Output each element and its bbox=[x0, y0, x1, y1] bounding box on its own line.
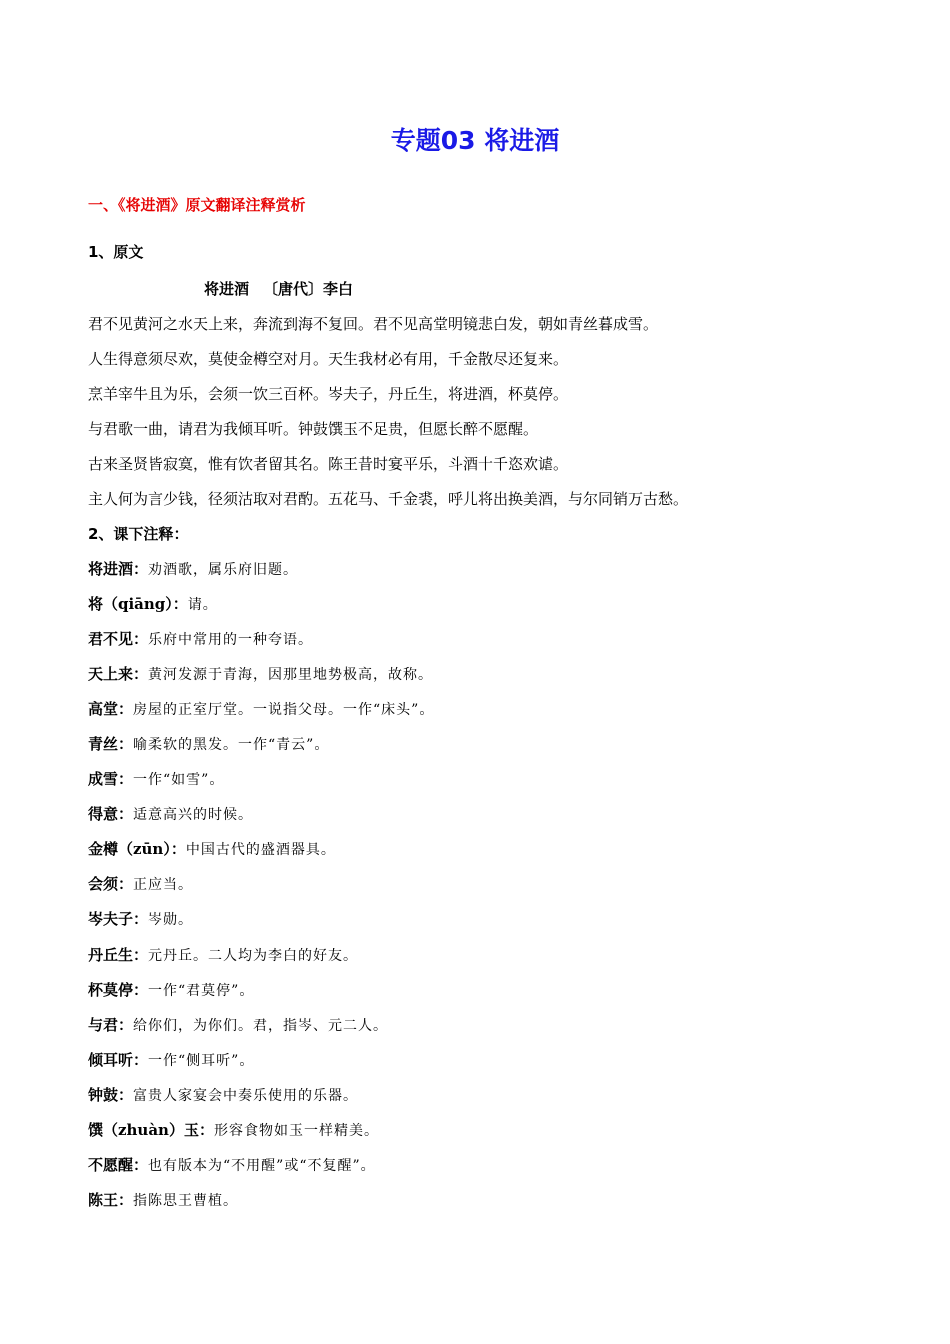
note-term: 金樽（zūn）： bbox=[88, 840, 186, 859]
note-term: 馔（zhuàn）玉： bbox=[88, 1120, 214, 1139]
note-item bbox=[88, 944, 868, 979]
poem-author: 〔唐代〕李白 bbox=[263, 280, 354, 298]
note-definition: 正应当。 bbox=[133, 877, 194, 894]
note-item bbox=[88, 663, 868, 698]
note-item bbox=[88, 628, 868, 663]
note-term: 不愿醒： bbox=[88, 1155, 149, 1174]
note-term: 高堂： bbox=[88, 700, 134, 719]
note-item bbox=[88, 838, 868, 873]
poem-line: 古来圣贤皆寂寞，惟有饮者留其名。陈王昔时宴平乐，斗酒十千恣欢谑。 bbox=[88, 455, 569, 473]
note-definition: 元丹丘。二人均为李白的好友。 bbox=[148, 947, 359, 964]
note-definition: 指陈思王曹植。 bbox=[133, 1192, 239, 1209]
note-item bbox=[88, 1049, 868, 1084]
note-item bbox=[88, 698, 868, 733]
poem-line: 与君歌一曲，请君为我倾耳听。钟鼓馔玉不足贵，但愿长醉不愿醒。 bbox=[88, 420, 539, 438]
note-definition: 给你们，为你们。君，指岑、元二人。 bbox=[133, 1017, 389, 1034]
note-definition: 请。 bbox=[187, 597, 218, 614]
note-term: 天上来： bbox=[88, 665, 149, 684]
note-definition: 也有版本为“不用醒”或“不复醒”。 bbox=[148, 1157, 376, 1174]
note-item bbox=[88, 803, 868, 838]
note-definition: 岑勋。 bbox=[148, 912, 194, 929]
note-term: 与君： bbox=[88, 1015, 134, 1034]
note-definition: 富贵人家宴会中奏乐使用的乐器。 bbox=[133, 1087, 359, 1104]
note-definition: 适意高兴的时候。 bbox=[133, 807, 254, 824]
notes-heading: 2、课下注释： bbox=[88, 525, 189, 543]
note-definition: 劝酒歌，属乐府旧题。 bbox=[148, 562, 299, 578]
note-item bbox=[88, 1014, 868, 1049]
poem-title: 将进酒 bbox=[204, 280, 250, 298]
note-definition: 一作“侧耳听”。 bbox=[148, 1052, 255, 1069]
note-term: 成雪： bbox=[88, 770, 134, 789]
note-definition: 中国古代的盛酒器具。 bbox=[185, 842, 336, 859]
note-item bbox=[88, 593, 868, 628]
note-item bbox=[88, 1084, 868, 1119]
poem-line: 人生得意须尽欢，莫使金樽空对月。天生我材必有用，千金散尽还复来。 bbox=[88, 350, 569, 368]
note-definition: 乐府中常用的一种夸语。 bbox=[148, 632, 314, 649]
original-text-heading: 1、原文 bbox=[88, 243, 144, 261]
poem-line: 君不见黄河之水天上来，奔流到海不复回。君不见高堂明镜悲白发，朝如青丝暮成雪。 bbox=[88, 315, 659, 333]
note-term: 将（qiāng）： bbox=[88, 595, 188, 614]
page-title: 专题03 将进酒 bbox=[390, 126, 560, 155]
note-item bbox=[88, 1119, 868, 1154]
note-term: 得意： bbox=[88, 805, 134, 824]
note-item bbox=[88, 1189, 868, 1224]
note-item bbox=[88, 908, 868, 943]
note-term: 将进酒： bbox=[88, 560, 149, 578]
note-item bbox=[88, 873, 868, 908]
note-definition: 黄河发源于青海，因那里地势极高，故称。 bbox=[148, 667, 434, 684]
note-definition: 喻柔软的黑发。一作“青云”。 bbox=[133, 737, 330, 754]
note-term: 钟鼓： bbox=[88, 1085, 134, 1104]
note-term: 青丝： bbox=[88, 735, 134, 754]
note-term: 倾耳听： bbox=[88, 1050, 149, 1069]
poem-title-line bbox=[204, 278, 353, 300]
note-term: 君不见： bbox=[88, 630, 149, 649]
note-item bbox=[88, 768, 868, 803]
note-definition: 一作“如雪”。 bbox=[133, 772, 225, 789]
note-definition: 形容食物如玉一样精美。 bbox=[213, 1122, 379, 1139]
note-term: 陈王： bbox=[88, 1190, 134, 1209]
note-term: 岑夫子： bbox=[88, 910, 149, 929]
note-item bbox=[88, 733, 868, 768]
poem-line: 主人何为言少钱，径须沽取对君酌。五花马、千金裘，呼儿将出换美酒，与尔同销万古愁。 bbox=[88, 490, 689, 508]
notes-list bbox=[88, 558, 868, 1224]
note-term: 杯莫停： bbox=[88, 980, 149, 999]
note-item bbox=[88, 558, 868, 593]
poem-line: 烹羊宰牛且为乐，会须一饮三百杯。岑夫子，丹丘生，将进酒，杯莫停。 bbox=[88, 385, 569, 403]
note-definition: 房屋的正室厅堂。一说指父母。一作“床头”。 bbox=[133, 702, 435, 719]
note-item bbox=[88, 1154, 868, 1189]
note-term: 丹丘生： bbox=[88, 945, 149, 964]
note-term: 会须： bbox=[88, 875, 134, 894]
section-heading: 一、《将进酒》原文翻译注释赏析 bbox=[88, 196, 306, 214]
note-item bbox=[88, 979, 868, 1014]
note-definition: 一作“君莫停”。 bbox=[148, 982, 255, 999]
poem-text bbox=[88, 313, 868, 523]
